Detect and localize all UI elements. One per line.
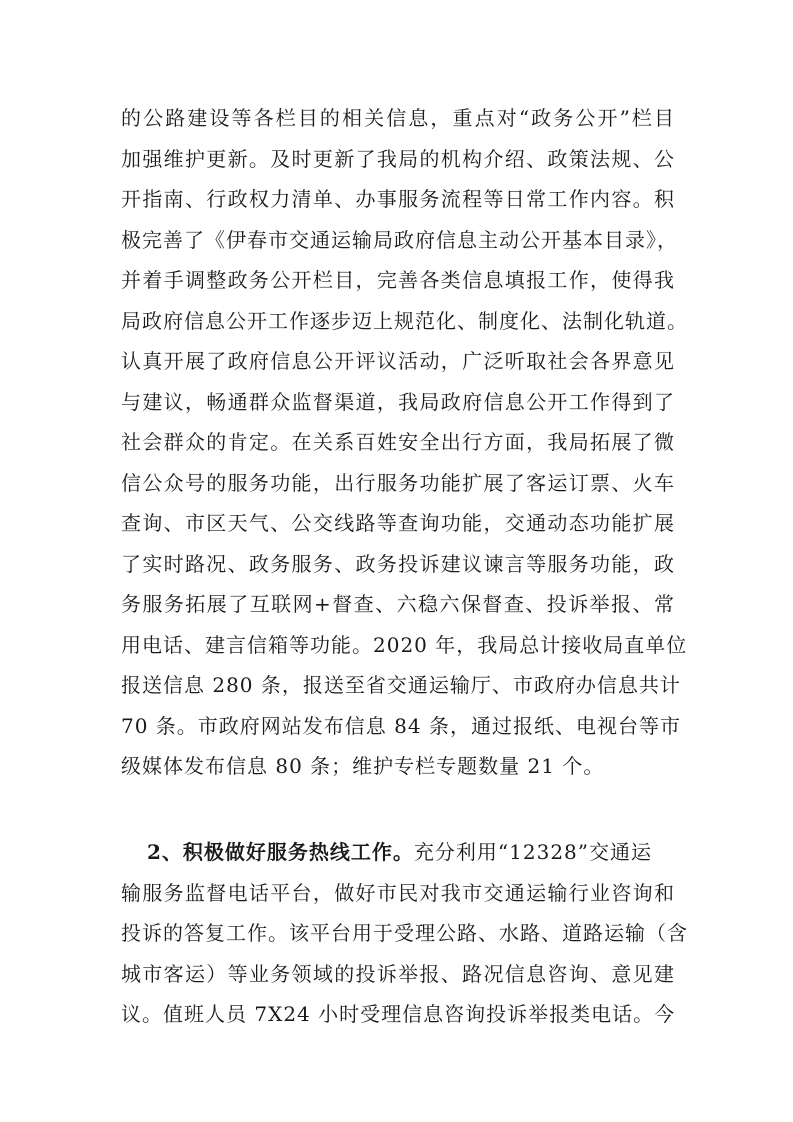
text-line: 用电话、建言信箱等功能。2020 年，我局总计接收局直单位 [121,632,688,657]
text-line: 开指南、行政权力清单、办事服务流程等日常工作内容。积 [121,187,675,211]
text-line: 输服务监督电话平台，做好市民对我市交通运输行业咨询和 [121,880,675,905]
text-line: 信公众号的服务功能，出行服务功能扩展了客运订票、火车 [121,470,675,495]
text-line: 投诉的答复工作。该平台用于受理公路、水路、道路运输（含 [121,921,688,945]
text-line: 社会群众的肯定。在关系百姓安全出行方面，我局拓展了微 [121,430,675,454]
text-line: 局政府信息公开工作逐步迈上规范化、制度化、法制化轨道。 [121,308,688,333]
text-line: 查询、市区天气、公交线路等查询功能，交通动态功能扩展 [121,511,675,535]
paragraph-service-hotline [121,832,688,1035]
text-line: 70 条。市政府网站发布信息 84 条，通过报纸、电视台等市 [121,713,681,738]
text-line: 级媒体发布信息 80 条；维护专栏专题数量 21 个。 [121,754,605,778]
text-line: 务服务拓展了互联网+督查、六稳六保督查、投诉举报、常 [121,592,675,616]
paragraph-info-disclosure [121,98,688,787]
text-line-first [121,832,675,873]
text-line: 城市客运）等业务领域的投诉举报、路况信息咨询、意见建 [121,961,675,986]
text-line: 与建议，畅通群众监督渠道，我局政府信息公开工作得到了 [121,389,675,414]
section-heading: 2、积极做好服务热线工作。 [147,840,414,864]
text-line: 并着手调整政务公开栏目，完善各类信息填报工作，使得我 [121,268,675,292]
text-line: 的公路建设等各栏目的相关信息，重点对“政务公开”栏目 [121,106,675,130]
text-line: 加强维护更新。及时更新了我局的机构介绍、政策法规、公 [121,146,675,171]
text-line: 了实时路况、政务服务、政务投诉建议谏言等服务功能，政 [121,551,675,576]
text-line: 议。值班人员 7X24 小时受理信息咨询投诉举报类电话。今 [121,1002,676,1026]
text-line: 认真开展了政府信息公开评议活动，广泛听取社会各界意见 [121,349,675,373]
heading-line-rest: 充分利用“12328”交通运 [413,840,652,864]
text-line: 极完善了《伊春市交通运输局政府信息主动公开基本目录》， [121,227,678,252]
text-line: 报送信息 280 条，报送至省交通运输厅、市政府办信息共计 [121,673,681,697]
